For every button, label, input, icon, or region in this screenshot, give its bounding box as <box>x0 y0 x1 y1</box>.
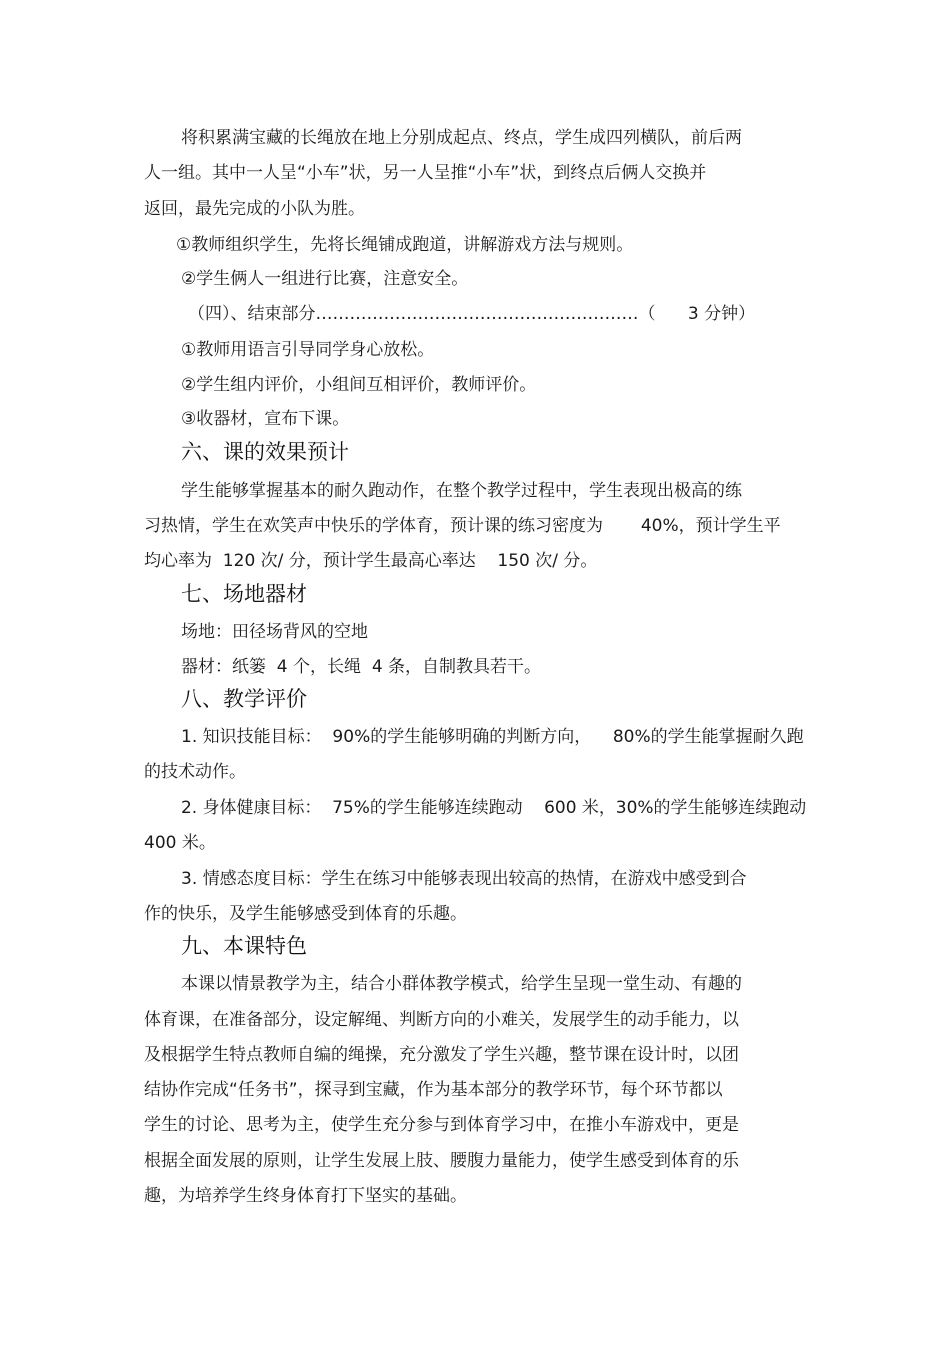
paragraph-line: 器材：纸篓 4 个，长绳 4 条，自制教具若干。 <box>181 657 542 677</box>
section-heading: 九、本课特色 <box>181 934 307 958</box>
paragraph-line: 本课以情景教学为主，结合小群体教学模式，给学生呈现一堂生动、有趣的 <box>181 974 742 994</box>
list-item: ③收器材，宣布下课。 <box>181 409 350 429</box>
paragraph-line: 人一组。其中一人呈“小车”状，另一人呈推“小车”状，到终点后俩人交换并 <box>144 163 707 183</box>
paragraph-line: 结协作完成“任务书”，探寻到宝藏，作为基本部分的教学环节，每个环节都以 <box>144 1080 723 1100</box>
paragraph-line: 学生能够掌握基本的耐久跑动作，在整个教学过程中，学生表现出极高的练 <box>181 481 742 501</box>
list-item: ②学生俩人一组进行比赛，注意安全。 <box>181 269 469 289</box>
section-subtitle: （四）、结束部分…………………………………………………（ 3 分钟） <box>188 304 756 324</box>
paragraph-line: 2. 身体健康目标： 75%的学生能够连续跑动 600 米，30%的学生能够连续跑动 <box>181 798 807 818</box>
paragraph-line: 3. 情感态度目标：学生在练习中能够表现出较高的热情，在游戏中感受到合 <box>181 869 747 889</box>
paragraph-line: 体育课，在准备部分，设定解绳、判断方向的小难关，发展学生的动手能力，以 <box>144 1010 739 1030</box>
paragraph-line: 根据全面发展的原则，让学生发展上肢、腰腹力量能力，使学生感受到体育的乐 <box>144 1151 739 1171</box>
list-item: ①教师用语言引导同学身心放松。 <box>181 340 435 360</box>
paragraph-line: 习热情，学生在欢笑声中快乐的学体育，预计课的练习密度为 40%，预计学生平 <box>144 516 781 536</box>
paragraph-line: 学生的讨论、思考为主，使学生充分参与到体育学习中，在推小车游戏中，更是 <box>144 1115 739 1135</box>
paragraph-line: 均心率为 120 次/ 分，预计学生最高心率达 150 次/ 分。 <box>144 551 598 571</box>
paragraph-line: 趣，为培养学生终身体育打下坚实的基础。 <box>144 1186 467 1206</box>
paragraph-line: 作的快乐，及学生能够感受到体育的乐趣。 <box>144 904 467 924</box>
paragraph-line: 返回，最先完成的小队为胜。 <box>144 199 365 219</box>
paragraph-line: 及根据学生特点教师自编的绳操，充分激发了学生兴趣，整节课在设计时，以团 <box>144 1045 739 1065</box>
section-heading: 八、教学评价 <box>181 687 307 711</box>
list-item: ①教师组织学生，先将长绳铺成跑道，讲解游戏方法与规则。 <box>176 235 634 255</box>
paragraph-line: 将积累满宝藏的长绳放在地上分别成起点、终点，学生成四列横队，前后两 <box>181 128 742 148</box>
list-item: ②学生组内评价，小组间互相评价，教师评价。 <box>181 375 537 395</box>
section-heading: 六、课的效果预计 <box>181 440 349 464</box>
paragraph-line: 400 米。 <box>144 833 216 853</box>
section-heading: 七、场地器材 <box>181 582 307 606</box>
paragraph-line: 1. 知识技能目标： 90%的学生能够明确的判断方向， 80%的学生能掌握耐久跑 <box>181 727 804 747</box>
paragraph-line: 的技术动作。 <box>144 762 246 782</box>
paragraph-line: 场地：田径场背风的空地 <box>181 622 368 642</box>
